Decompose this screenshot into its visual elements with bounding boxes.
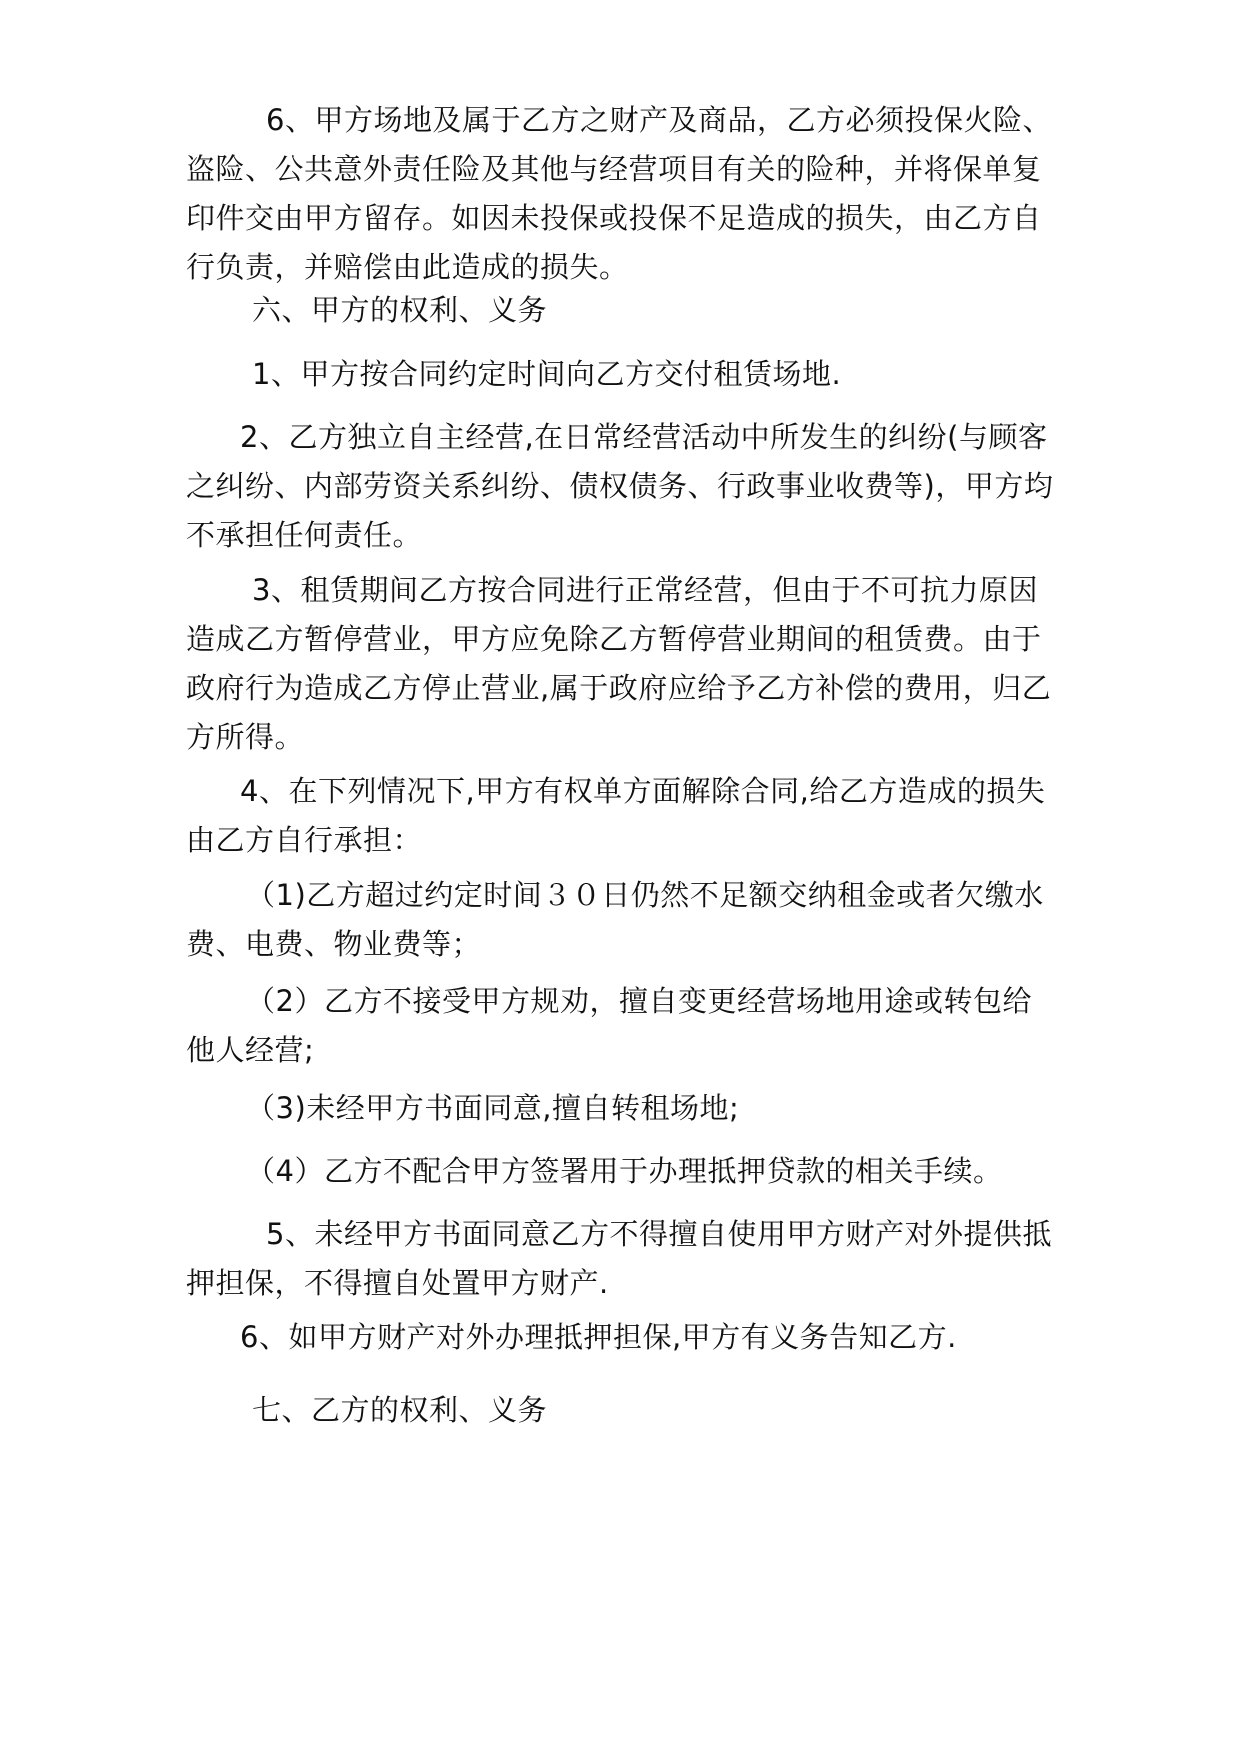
clause-6-notify-mortgage: 6、如甲方财产对外办理抵押担保,甲方有义务告知乙方.: [240, 1320, 957, 1354]
section-heading-party-b-rights: 七、乙方的权利、义务: [252, 1393, 548, 1427]
clause-1-deliver-site: 1、甲方按合同约定时间向乙方交付租赁场地.: [252, 357, 842, 391]
clause-3-force-majeure: 3、租赁期间乙方按合同进行正常经营，但由于不可抗力原因造成乙方暂停营业，甲方应免除乙方暂停营业期间的租赁费。由于政府行为造成乙方停止营业,属于政府应给予乙方补偿的费用，归乙方所得。: [186, 573, 1052, 754]
clause-5-property-guarantee: 5、未经甲方书面同意乙方不得擅自使用甲方财产对外提供抵押担保，不得擅自处置甲方财产.: [186, 1217, 1052, 1300]
sub-clause-2-change-use: （2）乙方不接受甲方规劝，擅自变更经营场地用途或转包给他人经营;: [186, 984, 1032, 1067]
sub-clause-1-overdue-rent: （1)乙方超过约定时间３０日仍然不足额交纳租金或者欠缴水费、电费、物业费等；: [186, 878, 1044, 961]
clause-4-termination-conditions: 4、在下列情况下,甲方有权单方面解除合同,给乙方造成的损失由乙方自行承担：: [186, 774, 1046, 857]
clause-6-insurance: 6、甲方场地及属于乙方之财产及商品，乙方必须投保火险、盗险、公共意外责任险及其他与经营项目有关的险种，并将保单复印件交由甲方留存。如因未投保或投保不足造成的损失，由乙方自行负责，并赔偿由此造成的损失。: [186, 103, 1052, 284]
section-heading-party-a-rights: 六、甲方的权利、义务: [252, 293, 548, 327]
clause-2-independent-operation: 2、乙方独立自主经营,在日常经营活动中所发生的纠纷(与顾客之纠纷、内部劳资关系纠纷、债权债务、行政事业收费等)，甲方均不承担任何责任。: [186, 420, 1054, 552]
sub-clause-4-mortgage-formalities: （4）乙方不配合甲方签署用于办理抵押贷款的相关手续。: [246, 1154, 1003, 1188]
sub-clause-3-sublease: （3)未经甲方书面同意,擅自转租场地;: [246, 1091, 740, 1125]
